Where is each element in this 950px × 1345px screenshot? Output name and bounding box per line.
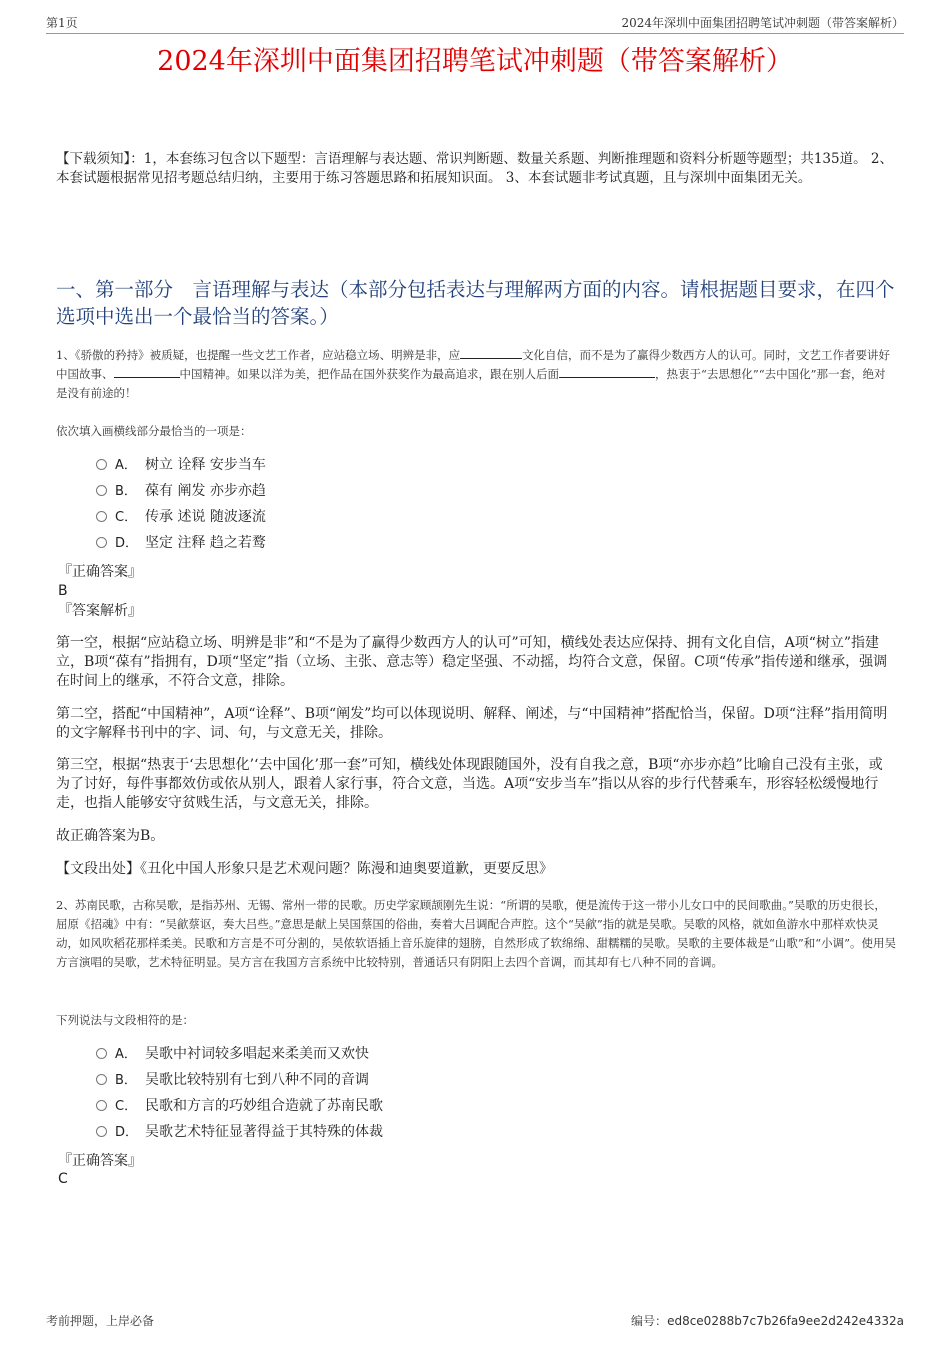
q2-answer: C	[58, 1171, 68, 1187]
q1-conclusion: 故正确答案为B。	[56, 828, 165, 844]
radio-icon[interactable]	[96, 1126, 107, 1137]
q1-analysis-para-2: 第二空，搭配“中国精神”，A项“诠释”、B项“阐发”均可以体现说明、解释、阐述，与“中国精神”搭配恰当，保留。D项“注释”指用简明的文字解释书刊中的字、词、句，与文意无关，排除。	[56, 706, 888, 741]
q1-stem-part-a: 1、《骄傲的矜持》被质疑，也提醒一些文艺工作者，应站稳立场、明辨是非，应	[56, 348, 461, 362]
blank-1	[460, 346, 522, 359]
q1-stem-part-b: 文化自信，而不是为了赢得少数西方人的认可。同时，文艺工作者要讲好中国故事、	[56, 348, 891, 381]
question-1-stem	[56, 346, 896, 403]
q1-source: 【文段出处】《丑化中国人形象只是艺术观问题？陈漫和迪奥要道歉，更要反思》	[56, 861, 553, 877]
q2-option-d[interactable]: D． 吴歌艺术特征显著得益于其特殊的体裁	[96, 1122, 383, 1142]
q1-analysis-label: 『答案解析』	[58, 603, 142, 619]
q1-stem-part-d: ，热衷于“去思想化”“去中国化”那一套，绝对是没有前途的！	[56, 367, 886, 400]
q1-option-c[interactable]: C． 传承 述说 随波逐流	[96, 507, 266, 527]
q2-option-c[interactable]: C． 民歌和方言的巧妙组合造就了苏南民歌	[96, 1096, 383, 1116]
q1-answer-label: 『正确答案』	[58, 564, 142, 580]
q1-option-d[interactable]: D． 坚定 注释 趋之若鹜	[96, 533, 266, 553]
question-2-stem: 2、苏南民歌，古称吴歌，是指苏州、无锡、常州一带的民歌。历史学家顾颉刚先生说：“所谓的吴歌，便是流传于这一带小儿女口中的民间歌曲。”吴歌的历史很长，屈原《招魂》中有：“吴歈蔡讴，奏大吕些。”意思是献上吴国蔡国的俗曲，奏着大吕调配合声腔。这个“吴歈”指的就是吴歌。吴歌的风格，就如鱼游水中那样欢快灵动，如风吹稻花那样柔美。民歌和方言是不可分割的，吴侬软语插上音乐旋律的翅膀，自然形成了软绵绵、甜糯糯的吴歌。吴歌的主要体裁是“山歌”和“小调”。使用吴方言演唱的吴歌，艺术特征明显。吴方言在我国方言系统中比较特别，普通话只有阴阳上去四个音调，而其却有七八种不同的音调。	[56, 898, 897, 969]
q1-option-a[interactable]: A． 树立 诠释 安步当车	[96, 455, 266, 475]
q2-option-b[interactable]: B． 吴歌比较特别有七到八种不同的音调	[96, 1070, 369, 1090]
section-heading: 一、第一部分 言语理解与表达（本部分包括表达与理解两方面的内容。请根据题目要求，在四个选项中选出一个最恰当的答案。）	[56, 278, 895, 328]
q1-answer: B	[58, 583, 68, 599]
serial-code: ed8ce0288b7c7b26fa9ee2d242e4332a	[667, 1314, 904, 1328]
radio-icon[interactable]	[96, 511, 107, 522]
q1-option-b[interactable]: B． 葆有 阐发 亦步亦趋	[96, 481, 266, 501]
page-header	[46, 14, 904, 32]
radio-icon[interactable]	[96, 1074, 107, 1085]
header-doc-title: 2024年深圳中面集团招聘笔试冲刺题（带答案解析）	[621, 16, 904, 30]
q1-analysis-para-1: 第一空，根据“应站稳立场、明辨是非”和“不是为了赢得少数西方人的认可”可知，横线处表达应保持、拥有文化自信，A项“树立”指建立，B项“葆有”指拥有，D项“坚定”指（立场、主张、意志等）稳定坚强、不动摇，均符合文意，保留。C项“传承”指传递和继承，强调在时间上的继承，不符合文意，排除。	[56, 635, 888, 689]
serial-label: 编号：	[631, 1314, 668, 1328]
blank-3	[559, 365, 655, 378]
radio-icon[interactable]	[96, 485, 107, 496]
download-notice: 【下载须知】：1，本套练习包含以下题型：言语理解与表达题、常识判断题、数量关系题、判断推理题和资料分析题等题型；共135道。 2、本套试题根据常见招考题总结归纳，主要用于练习答题思路和拓展知识面。 3、本套试题非考试真题，且与深圳中面集团无关。	[56, 151, 893, 186]
q1-stem-part-c: 中国精神。如果以洋为美，把作品在国外获奖作为最高追求，跟在别人后面	[179, 367, 559, 381]
radio-icon[interactable]	[96, 537, 107, 548]
radio-icon[interactable]	[96, 459, 107, 470]
page-number: 第1页	[46, 16, 78, 30]
radio-icon[interactable]	[96, 1100, 107, 1111]
q2-option-a[interactable]: A． 吴歌中衬词较多唱起来柔美而又欢快	[96, 1044, 369, 1064]
footer-slogan: 考前押题，上岸必备	[46, 1314, 155, 1328]
q1-analysis-para-3: 第三空，根据“热衷于‘去思想化’‘去中国化’那一套”可知，横线处体现跟随国外，没有自我之意，B项“亦步亦趋”比喻自己没有主张，或为了讨好，每件事都效仿或依从别人，跟着人家行事，符合文意，当选。A项“安步当车”指以从容的步行代替乘车，形容轻松缓慢地行走，也指人能够安守贫贱生活，与文意无关，排除。	[56, 757, 883, 811]
question-1-prompt: 依次填入画横线部分最恰当的一项是：	[56, 424, 252, 438]
header-divider	[46, 33, 904, 34]
page-title: 2024年深圳中面集团招聘笔试冲刺题（带答案解析）	[157, 46, 793, 77]
radio-icon[interactable]	[96, 1048, 107, 1059]
footer-serial	[631, 1312, 904, 1329]
blank-2	[114, 365, 180, 378]
q2-answer-label: 『正确答案』	[58, 1153, 142, 1169]
question-2-prompt: 下列说法与文段相符的是：	[56, 1013, 194, 1027]
